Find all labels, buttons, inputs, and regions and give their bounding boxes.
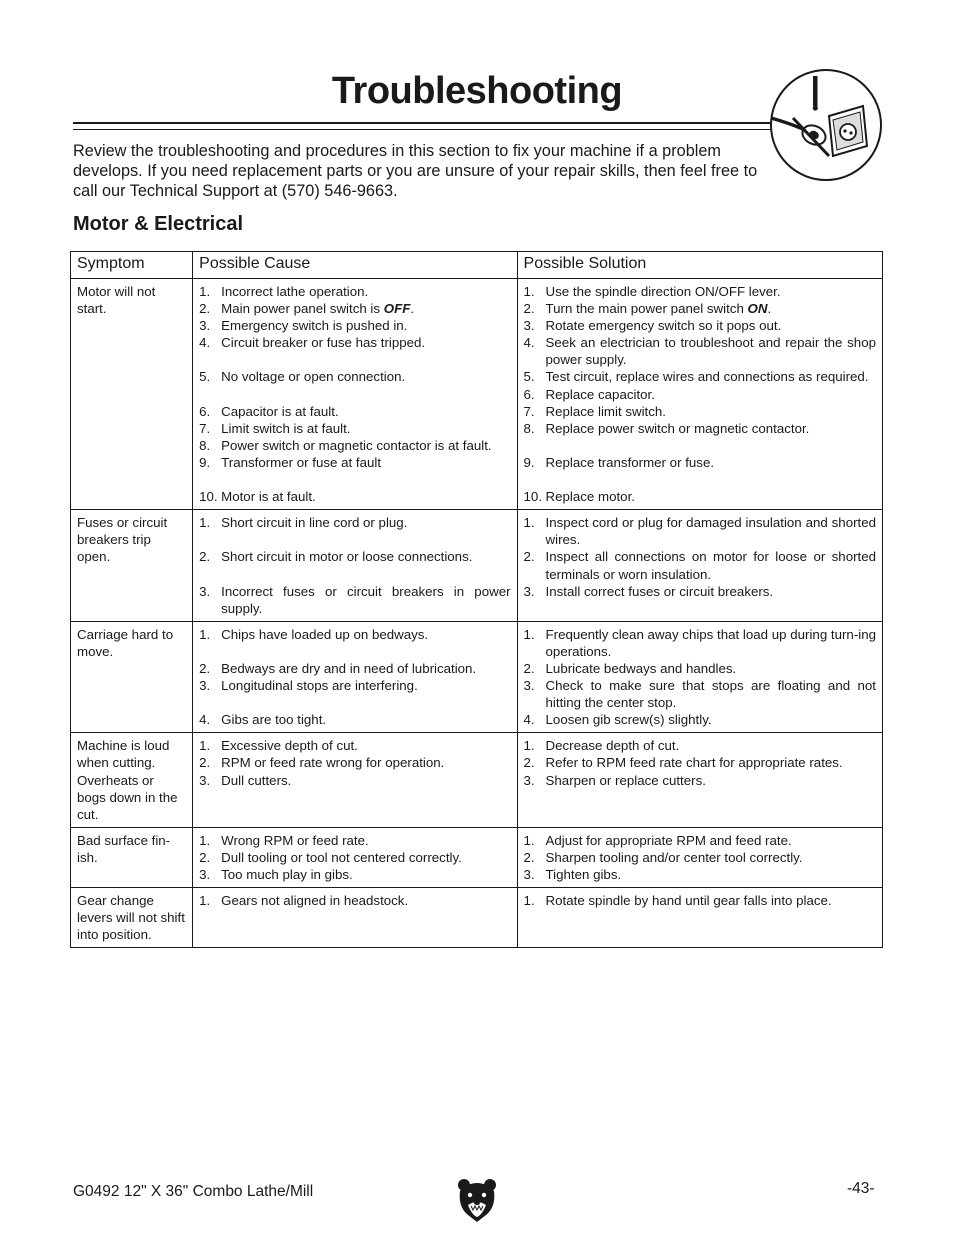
cause-text-main: Excessive depth of cut. <box>221 738 358 754</box>
cause-item <box>199 368 510 402</box>
cause-text-main: Transformer or fuse at fault <box>221 454 382 470</box>
cause-text-main: Limit switch is at fault. <box>221 420 351 436</box>
cause-text <box>221 403 510 420</box>
cause-number: 1. <box>199 626 211 642</box>
solution-number: 10. <box>523 489 543 505</box>
solution-number: 1. <box>523 284 535 299</box>
solution-text-main: Frequently clean away chips that load up during turn-ing operations. <box>545 626 876 659</box>
cause-text <box>221 283 510 300</box>
cause-text <box>221 368 510 385</box>
cause-item <box>199 892 510 909</box>
cause-number: 5. <box>199 369 211 385</box>
solution-text <box>546 514 876 548</box>
cause-text-main: Dull cutters. <box>221 772 292 788</box>
page-title: Troubleshooting <box>331 70 623 112</box>
cause-number: 3. <box>199 318 211 334</box>
cause-text <box>221 420 510 437</box>
solution-cell <box>517 510 882 622</box>
cause-text <box>221 660 510 677</box>
cause-number: 1. <box>199 893 211 909</box>
cause-text <box>221 892 510 909</box>
solution-number: 4. <box>523 335 535 351</box>
solution-text <box>546 317 876 334</box>
solution-item <box>524 626 876 660</box>
solution-text-main: Turn the main power panel switch <box>545 301 748 317</box>
troubleshooting-table <box>70 251 883 948</box>
solution-cell <box>517 621 882 733</box>
header-possible-cause: Possible Cause <box>193 252 517 279</box>
solution-number: 3. <box>523 583 535 599</box>
solution-text-main: Lubricate bedways and handles. <box>545 660 737 676</box>
cause-number: 4. <box>199 712 211 728</box>
cause-number: 1. <box>199 738 211 754</box>
cause-text <box>221 772 510 789</box>
cause-number: 2. <box>199 849 211 865</box>
solution-number: 2. <box>523 301 535 317</box>
solution-text-main: Sharpen tooling and/or center tool correctly. <box>545 849 803 865</box>
table-row <box>71 888 883 948</box>
solution-text-main: Replace limit switch. <box>545 403 666 419</box>
symptom-cell: Motor will not start. <box>71 279 193 510</box>
solution-item <box>524 368 876 385</box>
cause-number: 6. <box>199 403 211 419</box>
solution-text-main: Loosen gib screw(s) slightly. <box>545 712 712 728</box>
solution-text-main: Seek an electrician to troubleshoot and repair the shop power supply. <box>545 335 876 368</box>
cause-number: 3. <box>199 772 211 788</box>
cause-text-main: RPM or feed rate wrong for operation. <box>221 755 445 771</box>
cause-text <box>221 849 510 866</box>
cause-item <box>199 832 510 849</box>
solution-cell <box>517 827 882 887</box>
cause-text <box>221 514 510 531</box>
cause-item <box>199 514 510 548</box>
item-spacer <box>199 643 510 660</box>
section-title: Motor & Electrical <box>73 213 244 235</box>
cause-number: 2. <box>199 755 211 771</box>
cause-text <box>221 583 510 617</box>
cause-number: 1. <box>199 284 211 299</box>
cause-item <box>199 677 510 711</box>
item-spacer <box>199 531 510 548</box>
solution-text <box>546 334 876 368</box>
cause-text-main: Bedways are dry and in need of lubrication. <box>221 660 477 676</box>
symptom-cell: Fuses or circuit breakers trip open. <box>71 510 193 622</box>
cause-item <box>199 711 510 728</box>
solution-text <box>546 677 876 711</box>
solution-number: 3. <box>523 867 535 882</box>
cause-item <box>199 300 510 317</box>
solution-item <box>524 866 876 883</box>
item-spacer <box>199 351 510 368</box>
table-header-row <box>71 252 883 279</box>
cause-text <box>221 737 510 754</box>
solution-text-main: Tighten gibs. <box>545 867 622 882</box>
cause-text-main: Incorrect fuses or circuit breakers in power supply. <box>221 583 511 616</box>
solution-text <box>546 368 876 385</box>
cause-number: 2. <box>199 549 211 565</box>
cause-text-main: Circuit breaker or fuse has tripped. <box>221 335 426 351</box>
cause-text <box>221 677 510 694</box>
cause-number: 9. <box>199 454 211 470</box>
cause-item <box>199 283 510 300</box>
solution-number: 5. <box>523 369 535 385</box>
solution-item <box>524 849 876 866</box>
item-spacer <box>199 386 510 403</box>
solution-number: 8. <box>523 420 535 436</box>
cause-item <box>199 488 510 505</box>
solution-text <box>546 420 876 437</box>
electrical-plug-warning-icon <box>767 66 885 184</box>
solution-item <box>524 711 876 728</box>
cause-item <box>199 334 510 368</box>
solution-number: 6. <box>523 386 535 402</box>
symptom-cell: Machine is loud when cutting. Overheats or bogs down in the cut. <box>71 733 193 827</box>
solution-text <box>546 892 876 909</box>
solution-number: 3. <box>523 318 535 334</box>
table-row <box>71 510 883 622</box>
solution-text-main: Rotate emergency switch so it pops out. <box>545 318 782 334</box>
cause-number: 3. <box>199 867 211 882</box>
cause-text-main: Longitudinal stops are interfering. <box>221 678 418 694</box>
solution-number: 9. <box>523 454 535 470</box>
cause-text-main: Capacitor is at fault. <box>221 403 339 419</box>
solution-number: 4. <box>523 712 535 728</box>
solution-text <box>546 737 876 754</box>
cause-item <box>199 772 510 789</box>
cause-item <box>199 437 510 454</box>
solution-number: 1. <box>523 626 535 642</box>
solution-cell <box>517 279 882 510</box>
solution-number: 3. <box>523 772 535 788</box>
cause-text <box>221 626 510 643</box>
solution-text-main: Install correct fuses or circuit breakers. <box>545 583 774 599</box>
symptom-cell: Gear change levers will not shift into position. <box>71 888 193 948</box>
title-rule-thick <box>73 122 773 124</box>
cause-item <box>199 454 510 488</box>
solution-text <box>546 386 876 403</box>
solution-number: 2. <box>523 660 535 676</box>
solution-item <box>524 386 876 403</box>
solution-text <box>546 849 876 866</box>
solution-number: 1. <box>523 515 535 531</box>
cause-text <box>221 548 510 565</box>
solution-text <box>546 866 876 883</box>
solution-item <box>524 772 876 789</box>
cause-number: 3. <box>199 678 211 694</box>
solution-cell <box>517 888 882 948</box>
solution-number: 2. <box>523 549 535 565</box>
item-spacer <box>524 437 876 454</box>
solution-text-main: Replace motor. <box>545 489 635 505</box>
solution-item <box>524 420 876 454</box>
footer-model: G0492 12" X 36" Combo Lathe/Mill <box>73 1183 314 1200</box>
solution-text-main: Rotate spindle by hand until gear falls into place. <box>545 893 832 909</box>
cause-text-main: Gears not aligned in headstock. <box>221 893 409 909</box>
solution-number: 1. <box>523 738 535 754</box>
solution-text <box>546 283 876 300</box>
solution-text <box>546 711 876 728</box>
solution-text-main: Check to make sure that stops are floating and not hitting the center stop. <box>545 678 876 711</box>
solution-item <box>524 677 876 711</box>
solution-text-main: Decrease depth of cut. <box>545 738 680 754</box>
symptom-cell: Bad surface fin-ish. <box>71 827 193 887</box>
footer-page-number: -43- <box>847 1180 875 1197</box>
solution-text-main: Adjust for appropriate RPM and feed rate. <box>545 832 792 848</box>
cause-text-main: Motor is at fault. <box>221 489 316 505</box>
solution-item <box>524 283 876 300</box>
symptom-cell: Carriage hard to move. <box>71 621 193 733</box>
cause-text <box>221 832 510 849</box>
solution-text-main: Refer to RPM feed rate chart for appropriate rates. <box>545 755 843 771</box>
table-body <box>71 279 883 948</box>
solution-item <box>524 754 876 771</box>
cause-text-main: Chips have loaded up on bedways. <box>221 626 429 642</box>
solution-item <box>524 317 876 334</box>
cause-text-after: . <box>410 301 415 317</box>
cause-cell <box>193 827 517 887</box>
cause-text <box>221 334 510 351</box>
cause-item <box>199 660 510 677</box>
item-spacer <box>199 566 510 583</box>
cause-number: 4. <box>199 335 211 351</box>
cause-number: 7. <box>199 420 211 436</box>
solution-item <box>524 514 876 548</box>
intro-paragraph: Review the troubleshooting and procedures in this section to fix your machine if a problem develops. If you need replacement parts or you are unsure of your repair skills, then feel free to call our Technical Support at (570) 546-9663. <box>73 142 758 200</box>
solution-text <box>546 772 876 789</box>
cause-text-main: Short circuit in motor or loose connections. <box>221 549 473 565</box>
cause-item <box>199 849 510 866</box>
grizzly-bear-logo-icon <box>456 1177 498 1223</box>
solution-cell <box>517 733 882 827</box>
cause-number: 2. <box>199 660 211 676</box>
header-symptom: Symptom <box>71 252 193 279</box>
solution-text-main: Replace transformer or fuse. <box>545 454 715 470</box>
solution-text <box>546 754 876 771</box>
cause-number: 1. <box>199 832 211 848</box>
solution-text <box>546 300 876 317</box>
solution-text <box>546 403 876 420</box>
solution-number: 2. <box>523 849 535 865</box>
solution-item <box>524 737 876 754</box>
solution-text <box>546 832 876 849</box>
solution-text-after: . <box>767 301 772 317</box>
item-spacer <box>524 471 876 488</box>
solution-text-main: Sharpen or replace cutters. <box>545 772 706 788</box>
cause-number: 8. <box>199 437 211 453</box>
cause-item <box>199 403 510 420</box>
solution-item <box>524 334 876 368</box>
cause-text-main: Power switch or magnetic contactor is at fault. <box>221 437 492 453</box>
cause-item <box>199 737 510 754</box>
cause-text <box>221 488 510 505</box>
solution-text-main: Use the spindle direction ON/OFF lever. <box>545 284 781 299</box>
solution-item <box>524 454 876 488</box>
cause-item <box>199 626 510 660</box>
solution-text <box>546 454 876 471</box>
solution-text-main: Replace capacitor. <box>545 386 655 402</box>
cause-text-main: Wrong RPM or feed rate. <box>221 832 369 848</box>
cause-text <box>221 300 510 317</box>
cause-item <box>199 317 510 334</box>
solution-emphasis: ON <box>747 301 768 317</box>
table-row <box>71 827 883 887</box>
solution-item <box>524 832 876 849</box>
solution-text <box>546 583 876 600</box>
cause-text-main: Gibs are too tight. <box>221 712 327 728</box>
header-possible-solution: Possible Solution <box>517 252 882 279</box>
cause-number: 3. <box>199 583 211 599</box>
cause-text <box>221 454 510 471</box>
solution-text-main: Inspect all connections on motor for loose or shorted terminals or worn insulation. <box>545 549 876 582</box>
solution-item <box>524 403 876 420</box>
solution-text <box>546 660 876 677</box>
cause-text <box>221 437 510 454</box>
solution-item <box>524 583 876 600</box>
solution-text-main: Test circuit, replace wires and connections as required. <box>545 369 869 385</box>
cause-item <box>199 866 510 883</box>
solution-item <box>524 300 876 317</box>
cause-text <box>221 754 510 771</box>
cause-number: 10. <box>199 489 218 505</box>
solution-number: 7. <box>523 403 535 419</box>
cause-text-main: Dull tooling or tool not centered correctly. <box>221 849 462 865</box>
cause-text-main: Too much play in gibs. <box>221 867 353 882</box>
table-row <box>71 279 883 510</box>
solution-number: 1. <box>523 832 535 848</box>
cause-text <box>221 711 510 728</box>
table-row <box>71 621 883 733</box>
cause-number: 2. <box>199 301 211 317</box>
solution-text <box>546 488 876 505</box>
cause-emphasis: OFF <box>383 301 411 317</box>
solution-text-main: Replace power switch or magnetic contactor. <box>545 420 810 436</box>
item-spacer <box>199 471 510 488</box>
cause-item <box>199 754 510 771</box>
solution-text-main: Inspect cord or plug for damaged insulation and shorted wires. <box>545 515 876 548</box>
cause-item <box>199 583 510 617</box>
cause-text <box>221 866 510 883</box>
cause-text-main: Short circuit in line cord or plug. <box>221 515 408 531</box>
cause-cell <box>193 733 517 827</box>
table-row <box>71 733 883 827</box>
solution-text <box>546 626 876 660</box>
cause-item <box>199 548 510 582</box>
cause-text-main: Incorrect lathe operation. <box>221 284 369 299</box>
cause-number: 1. <box>199 515 211 531</box>
cause-item <box>199 420 510 437</box>
solution-number: 2. <box>523 755 535 771</box>
cause-cell <box>193 621 517 733</box>
solution-item <box>524 548 876 582</box>
solution-item <box>524 488 876 505</box>
solution-number: 1. <box>523 893 535 909</box>
solution-number: 3. <box>523 678 535 694</box>
title-rule-thin <box>73 129 773 130</box>
item-spacer <box>199 694 510 711</box>
cause-text-main: Main power panel switch is <box>221 301 384 317</box>
cause-cell <box>193 510 517 622</box>
cause-cell <box>193 888 517 948</box>
solution-text <box>546 548 876 582</box>
cause-text <box>221 317 510 334</box>
cause-text-main: Emergency switch is pushed in. <box>221 318 408 334</box>
cause-text-main: No voltage or open connection. <box>221 369 406 385</box>
cause-cell <box>193 279 517 510</box>
solution-item <box>524 892 876 909</box>
solution-item <box>524 660 876 677</box>
